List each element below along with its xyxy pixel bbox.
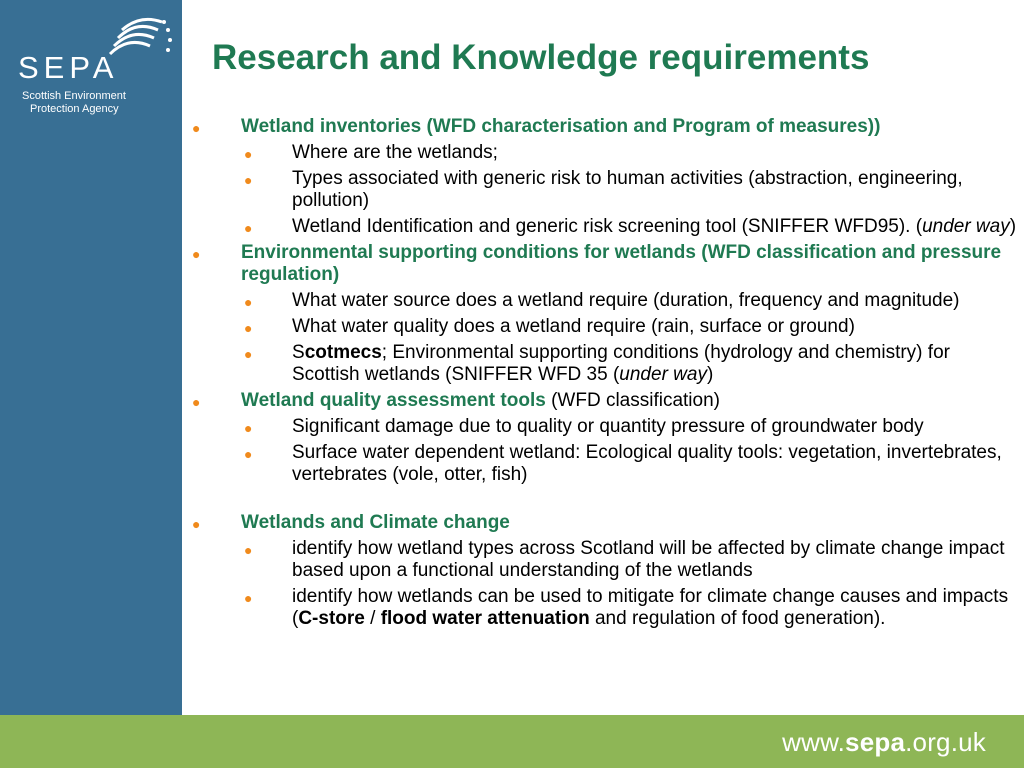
spacer: [188, 486, 1018, 508]
bullet-text-mid: /: [364, 608, 381, 629]
logo-subtitle-line2: Protection Agency: [30, 103, 119, 115]
bullet-italic: under way: [619, 364, 707, 385]
list-item: [188, 442, 1018, 486]
bullet-text-end: ): [1009, 216, 1017, 237]
bullet-list: [188, 112, 1018, 630]
list-item: [188, 416, 1018, 438]
bullet-text: Surface water dependent wetland: Ecological quality tools: vegetation, invertebrates, vertebrates (vole, otter, fish): [292, 442, 1002, 485]
bullet-text-end: ): [706, 364, 714, 385]
bullet-text: What water quality does a wetland require (rain, surface or ground): [292, 316, 855, 337]
list-item: [188, 116, 1018, 138]
bullet-bold: C-store: [298, 608, 365, 629]
sidebar-band: [0, 0, 182, 715]
list-item: [188, 216, 1018, 238]
sepa-logo: [18, 16, 178, 126]
bullet-dot-icon: ●: [244, 420, 253, 436]
bullet-dot-icon: ●: [192, 516, 201, 532]
list-item: [188, 342, 1018, 386]
bullet-dot-icon: ●: [244, 146, 253, 162]
bullet-text: identify how wetland types across Scotland will be affected by climate change impact based upon a functional understanding of the wetlands: [292, 538, 1005, 581]
bullet-text: identify how wetlands can be used to mitigate for climate change causes and impacts (: [292, 586, 1009, 629]
bullet-dot-icon: ●: [192, 120, 201, 136]
bullet-bold: cotmecs: [304, 342, 382, 363]
bullet-text: ; Environmental supporting conditions (hydrology and chemistry) for Scottish wetlands (SNIFFER WFD 35 (: [292, 342, 950, 385]
list-item: [188, 538, 1018, 582]
bullet-dot-icon: ●: [244, 220, 253, 236]
bullet-dot-icon: ●: [192, 394, 201, 410]
bullet-text: Types associated with generic risk to human activities (abstraction, engineering, pollution): [292, 168, 963, 211]
bullet-dot-icon: ●: [244, 172, 253, 188]
bullet-dot-icon: ●: [244, 346, 253, 362]
list-item: [188, 390, 1018, 412]
bullet-dot-icon: ●: [244, 590, 253, 606]
bullet-text-end: and regulation of food generation).: [589, 608, 886, 629]
bullet-heading: Wetland quality assessment tools: [241, 390, 546, 411]
logo-subtitle: [22, 90, 126, 116]
footer-band: [0, 715, 1024, 768]
list-item: [188, 142, 1018, 164]
bullet-dot-icon: ●: [192, 246, 201, 262]
list-item: [188, 586, 1018, 630]
logo-wordmark: SEPA: [18, 50, 119, 85]
list-item: [188, 242, 1018, 286]
footer-url-brand: sepa: [845, 727, 906, 757]
bullet-heading-rest: (WFD classification): [545, 390, 720, 411]
bullet-dot-icon: ●: [244, 294, 253, 310]
bullet-heading: Environmental supporting conditions for wetlands (WFD classification and pressure regulation): [241, 242, 1002, 285]
bullet-text: Where are the wetlands;: [292, 142, 498, 163]
list-item: [188, 512, 1018, 534]
bullet-heading: Wetland inventories (WFD characterisation and Program of measures)): [241, 116, 881, 137]
bullet-text: Wetland Identification and generic risk screening tool (SNIFFER WFD95). (: [292, 216, 923, 237]
bullet-italic: under way: [922, 216, 1010, 237]
list-item: [188, 168, 1018, 212]
list-item: [188, 316, 1018, 338]
bullet-heading: Wetlands and Climate change: [241, 512, 510, 533]
logo-subtitle-line1: Scottish Environment: [22, 90, 126, 102]
bullet-dot-icon: ●: [244, 320, 253, 336]
bullet-dot-icon: ●: [244, 446, 253, 462]
footer-url-suffix: .org.uk: [905, 727, 986, 757]
bullet-text-prefix: S: [292, 342, 305, 363]
bullet-text: Significant damage due to quality or quantity pressure of groundwater body: [292, 416, 924, 437]
footer-url[interactable]: [782, 727, 986, 758]
list-item: [188, 290, 1018, 312]
bullet-text: What water source does a wetland require (duration, frequency and magnitude): [292, 290, 960, 311]
slide-title: Research and Knowledge requirements: [212, 38, 870, 77]
bullet-dot-icon: ●: [244, 542, 253, 558]
footer-url-prefix: www.: [782, 727, 846, 757]
bullet-bold: flood water attenuation: [380, 608, 590, 629]
